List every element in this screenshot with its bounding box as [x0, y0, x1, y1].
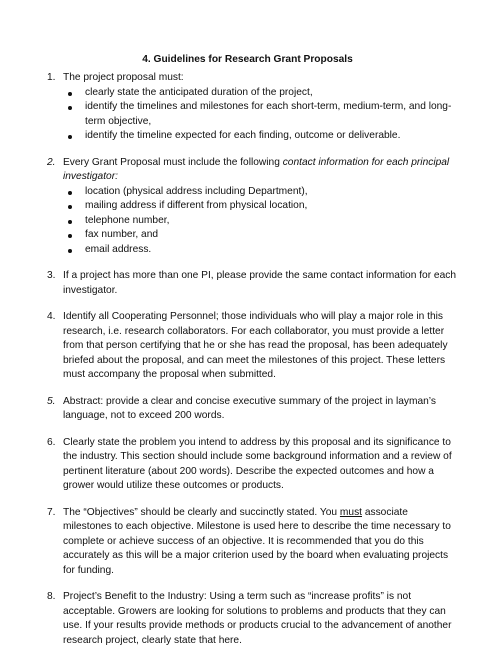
item-number: 1. [47, 72, 56, 83]
bullet-icon [68, 234, 72, 238]
bullet-item [63, 185, 459, 200]
bullet-icon [68, 220, 72, 224]
item-number: 6. [47, 436, 56, 448]
bullet-text: telephone number, [85, 214, 170, 226]
bullet-icon [68, 92, 72, 96]
list-item-8 [47, 590, 459, 648]
bullet-item [63, 214, 459, 229]
bullet-icon [68, 135, 72, 139]
item-text: If a project has more than one PI, please provide the same contact information for each investigator. [63, 270, 457, 296]
bullet-item [63, 86, 459, 101]
bullet-item [63, 199, 459, 214]
list-item-5 [47, 395, 459, 424]
underlined-word: must [339, 506, 362, 518]
bullet-text: mailing address if different from physical location, [85, 200, 308, 211]
bullet-item [63, 100, 459, 129]
bullet-item [63, 228, 459, 243]
bullet-text: clearly state the anticipated duration of the project, [85, 86, 313, 98]
document-body [47, 71, 459, 660]
list-item-7 [47, 506, 459, 579]
item-number: 8. [47, 591, 56, 602]
item-lead-text: The project proposal must: [63, 72, 184, 83]
item-number: 7. [47, 506, 56, 518]
item-text [63, 506, 459, 579]
item-number: 2. [47, 156, 56, 168]
bullet-text: email address. [85, 243, 152, 255]
item-number: 5. [47, 395, 56, 407]
item-text: Project’s Benefit to the Industry: Using a term such as “increase profits” is not acceptable. Growers are looking for solutions to problems and products that they can use. If your results provide methods or products crucial to the advancement of another research project, clearly state that here. [63, 591, 452, 646]
bullet-text: identify the timelines and milestones for each short-term, medium-term, and long-term objective, [85, 101, 452, 127]
lead-text-italic: contact information for each principal investigator: [63, 156, 450, 182]
item-text-part: The “Objectives” should be clearly and succinctly stated. You [63, 506, 340, 518]
bullet-text: identify the timeline expected for each finding, outcome or deliverable. [85, 130, 401, 141]
list-item-2 [47, 156, 459, 258]
list-item-4 [47, 310, 459, 383]
bullet-text: fax number, and [85, 229, 159, 240]
bullet-icon [68, 191, 72, 195]
bullet-list [63, 86, 459, 144]
item-number: 4. [47, 311, 56, 322]
item-text-part: associate milestones to each objective. Milestone is used here to describe the time necessary to complete or achieve success of an objective. It is recommended that you do this accurately as this will be a major criterion used by the board when evaluating projects for funding. [63, 506, 451, 576]
lead-text-plain: Every Grant Proposal must include the following [63, 156, 283, 168]
item-text: Identify all Cooperating Personnel; those individuals who will play a major role in this research, i.e. research collaborators. For each collaborator, you must provide a letter from that person certifying that he or she has read the proposal, has been adequately briefed about the proposal, and can meet the milestones of this project. These letters must accompany the proposal when submitted. [63, 311, 448, 380]
list-item-6 [47, 436, 459, 494]
item-text: Abstract: provide a clear and concise executive summary of the project in layman’s language, not to exceed 200 words. [63, 395, 436, 421]
list-item-1 [47, 71, 459, 144]
bullet-list [63, 185, 459, 258]
bullet-item [63, 243, 459, 258]
list-item-3 [47, 269, 459, 298]
item-text: Clearly state the problem you intend to address by this proposal and its significance to the industry. This section should include some background information and a review of pertinent literature (about 200 words). Describe the expected outcomes and how a grower would utilize these outcomes or products. [63, 436, 452, 491]
page-title: 4. Guidelines for Research Grant Proposals [142, 54, 353, 65]
bullet-icon [68, 205, 72, 209]
bullet-icon [68, 249, 72, 253]
item-number: 3. [47, 270, 56, 281]
bullet-item [63, 129, 459, 144]
bullet-text: location (physical address including Department), [85, 185, 308, 197]
bullet-icon [68, 106, 72, 110]
item-lead-text [63, 156, 459, 185]
